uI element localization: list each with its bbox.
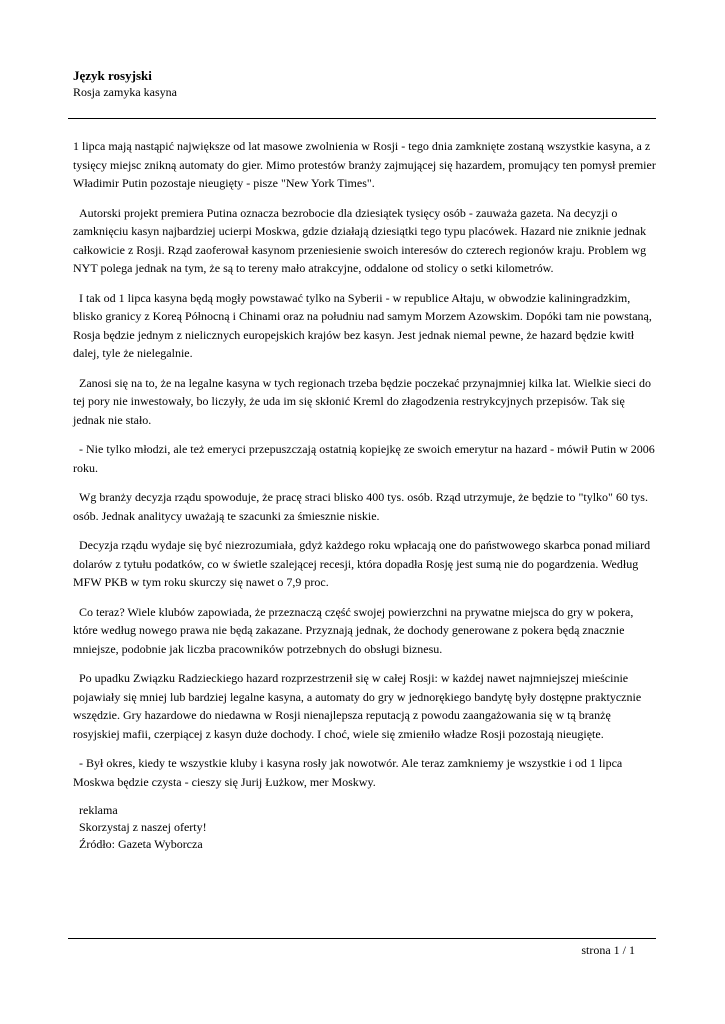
article-paragraph: Wg branży decyzja rządu spowoduje, że pracę straci blisko 400 tys. osób. Rząd utrzymuje, że będzie to "tylko" 60 tys. osób. Jednak analitycy uważają te szacunki za śmiesznie niskie. [73,490,651,523]
article-paragraph: - Był okres, kiedy te wszystkie kluby i kasyna rosły jak nowotwór. Ale teraz zamkniemy je wszystkie i od 1 lipca Moskwa będzie czysta - cieszy się Jurij Łużkow, mer Moskwy. [73,756,626,789]
document-header [73,68,653,100]
offer-link[interactable]: Skorzystaj z naszej oferty! [73,820,207,834]
article-paragraph: Co teraz? Wiele klubów zapowiada, że przeznaczą część swojej powierzchni na prywatne miejsca do gry w pokera, które według nowego prawa nie będą zakazane. Przyznają jednak, że dochody generowane z pokera będą znacznie mniejsze, podobnie jak liczba pracowników potrzebnych do obsługi biznesu. [73,604,637,656]
article-paragraph: Autorski projekt premiera Putina oznacza bezrobocie dla dziesiątek tysięcy osób - zauważa gazeta. Na decyzji o zamknięciu kasyn najbardziej ucierpi Moskwa, gdzie działają dziesiątki tego typu placówek. Hazard nie zniknie jednak całkowicie z Rosji. Rząd zaoferował kasynom przeniesienie swoich interesów do czterech regionów kraju. Problem wg NYT polega jednak na tym, że są to tereny mało atrakcyjne, oddalone od stolicy o setki kilometrów. [73,205,650,275]
article-paragraph: 1 lipca mają nastąpić największe od lat masowe zwolnienia w Rosji - tego dnia zamknięte zostaną wszystkie kasyna, a z tysięcy miejsc znikną automaty do gier. Mimo protestów branży zajmującej się hazardem, promujący ten pomysł premier Władimir Putin pozostaje nieugięty - pisze "New York Times". [73,139,659,190]
source-credit: Źródło: Gazeta Wyborcza [73,837,203,851]
article-paragraph: Decyzja rządu wydaje się być niezrozumiała, gdyż każdego roku wpłacają one do państwowego skarbca ponad miliard dolarów z tytułu podatków, co w świetle szalejącej recesji, która dopadła Rosję jest sumą nie do pogardzenia. Według MFW PKB w tym roku skurczy się nawet o 7,9 proc. [73,538,654,589]
article-footer [73,802,658,853]
page-subtitle: Rosja zamyka kasyna [73,85,177,99]
article-body [73,137,658,853]
article-paragraph: Zanosi się na to, że na legalne kasyna w tych regionach trzeba będzie poczekać przynajmniej kilka lat. Wielkie sieci do tej pory nie inwestowały, bo liczyły, że uda im się skłonić Kreml do złagodzenia restrykcyjnych przepisów. Tak się jednak nie stało. [73,375,655,427]
article-paragraph: - Nie tylko młodzi, ale też emeryci przepuszczają ostatnią kopiejkę ze swoich emerytur na hazard - mówił Putin w 2006 roku. [73,442,658,475]
page-number: strona 1 / 1 [581,943,635,957]
article-paragraph: Po upadku Związku Radzieckiego hazard rozprzestrzenił się w całej Rosji: w każdej nawet najmniejszej mieścinie pojawiały się mniej lub bardziej legalne kasyna, a automaty do gry w jednorękiego bandytę były dostępne praktycznie wszędzie. Gry hazardowe do niedawna w Rosji nienajlepsza reputacją z powodu zaangażowania się w tą branżę rosyjskiej mafii, czerpiącej z kasyn duże dochody. I choć, wiele się zmieniło władze Rosji pozostają nieugięte. [73,671,645,741]
header-divider [68,118,656,119]
article-paragraph: I tak od 1 lipca kasyna będą mogły powstawać tylko na Syberii - w republice Ałtaju, w obwodzie kaliningradzkim, blisko granicy z Koreą Północną i Chinami oraz na południu nad samym Morzem Azowskim. Dopóki tam nie powstaną, Rosja będzie jednym z nielicznych europejskich krajów bez kasyn. Jest jednak niemal pewne, że hazard będzie kwitł dalej, tyle że nielegalnie. [73,290,655,360]
footer-divider [68,938,656,939]
page-title: Język rosyjski [73,68,152,83]
ad-label: reklama [73,803,118,817]
